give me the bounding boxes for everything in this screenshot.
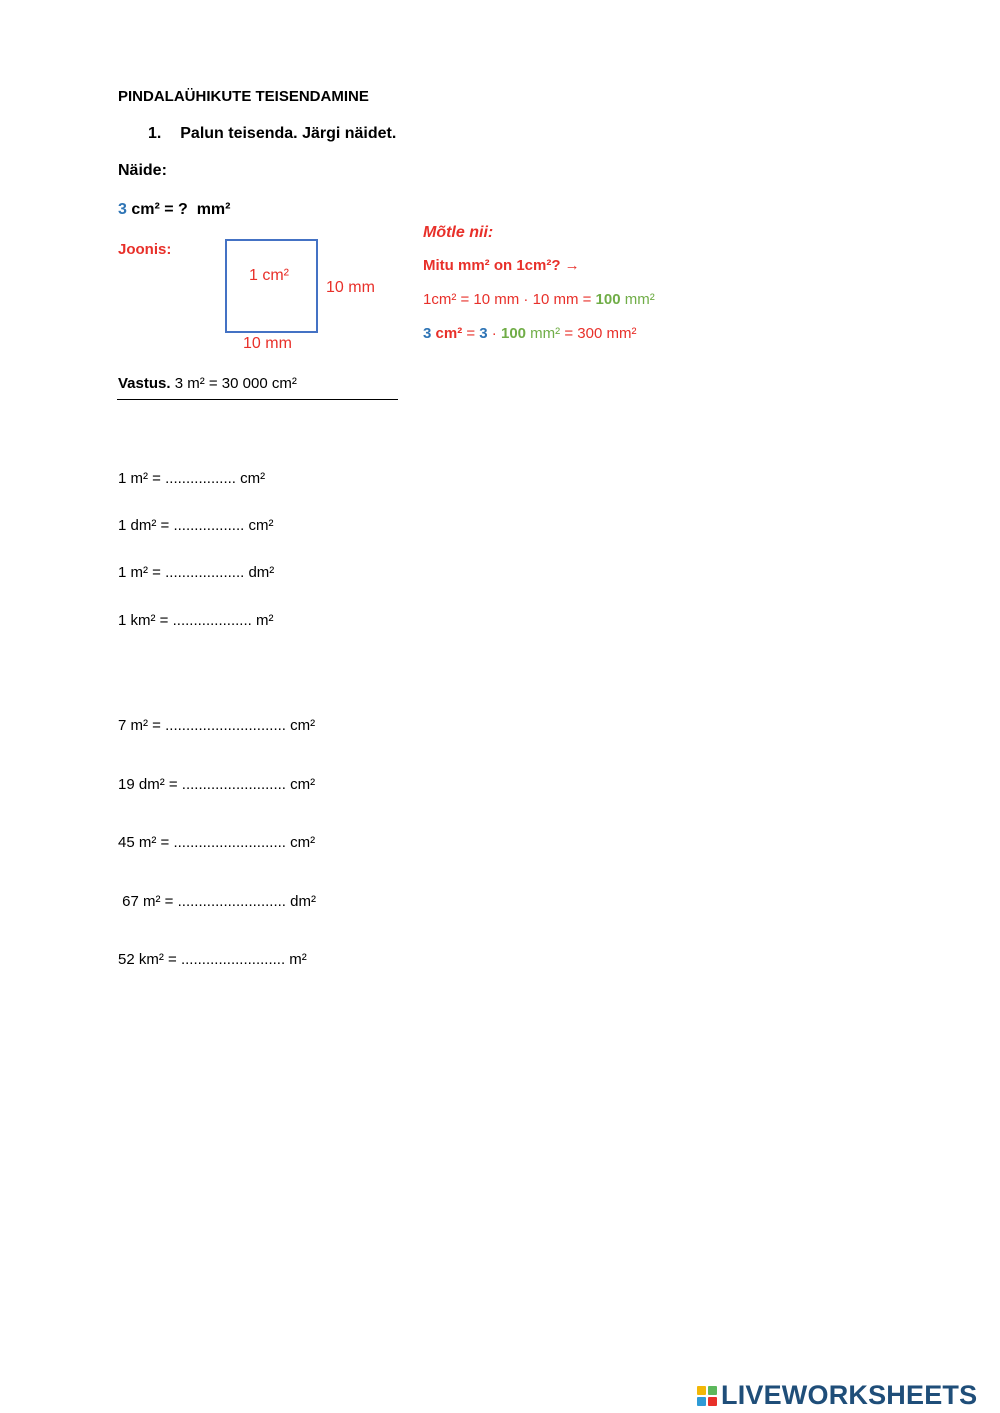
logo-text: LIVEWORKSHEETS [721,1380,978,1410]
example-label: Näide: [118,162,167,179]
unit-square [225,239,318,333]
answer-blank[interactable]: ................... [165,564,245,581]
answer-text: 3 m² = 30 000 cm² [170,375,297,392]
answer-blank[interactable]: ................. [165,470,236,487]
liveworksheets-logo [697,1380,977,1411]
think-line-1-a: 1cm² = 10 mm · 10 mm = [423,291,596,308]
exercise-unit: cm² [235,470,266,487]
think-line-2-f: 100 [500,325,527,342]
exercise-unit: cm² [285,834,316,851]
answer-blank[interactable]: ................... [172,612,252,629]
task-instruction [148,125,396,143]
exercise-row [118,834,315,851]
exercise-left: 52 km² = [118,951,181,968]
think-line-1 [423,291,655,308]
think-title: Mõtle nii: [423,224,494,241]
exercise-left: 1 km² = [118,612,173,629]
exercise-unit: dm² [244,564,275,581]
divider-line [117,399,398,400]
logo-icon [697,1386,717,1406]
page-title: PINDALAÜHIKUTE TEISENDAMINE [118,88,369,105]
example-question-number: 3 [118,201,127,218]
think-line-2-e: · [487,325,501,342]
task-number: 1. [148,125,162,142]
answer-blank[interactable]: ......................... [180,951,286,968]
exercise-row [118,717,315,734]
exercise-left: 1 m² = [118,564,166,581]
think-line-2 [423,325,636,342]
exercise-row [118,951,307,968]
exercise-unit: dm² [285,893,316,910]
answer-blank[interactable]: .......................... [177,893,286,910]
answer-blank[interactable]: ............................. [165,717,286,734]
think-line-1-c: mm² [620,291,655,308]
square-side-right-label: 10 mm [326,279,375,296]
exercise-left: 67 m² = [118,893,178,910]
exercise-row [118,776,315,793]
think-line-1-b: 100 [595,291,621,308]
exercise-left: 1 m² = [118,470,166,487]
think-line-2-c: = [462,325,480,342]
think-line-2-d: 3 [479,325,488,342]
exercise-unit: cm² [244,517,274,534]
think-line-2-b: cm² [431,325,463,342]
example-question [118,201,230,219]
exercise-row [118,612,273,629]
think-line-2-a: 3 [423,325,432,342]
exercise-row [118,564,274,581]
answer-label: Vastus. [118,375,171,392]
exercise-left: 19 dm² = [118,776,182,793]
figure-label: Joonis: [118,241,172,258]
exercise-unit: cm² [285,717,316,734]
think-line-2-g: mm² [526,325,561,342]
answer-blank[interactable]: ......................... [181,776,286,793]
task-text: Palun teisenda. Järgi näidet. [180,125,397,142]
exercise-left: 1 dm² = [118,517,174,534]
exercise-left: 45 m² = [118,834,174,851]
think-question: Mitu mm² on 1cm²? → [423,257,580,274]
think-line-2-h: = 300 mm² [560,325,637,342]
exercise-row [118,470,265,487]
answer-blank[interactable]: ................. [173,517,245,534]
exercise-unit: cm² [285,776,316,793]
example-answer [118,375,297,392]
exercise-unit: m² [251,612,274,629]
answer-blank[interactable]: ........................... [173,834,286,851]
square-area-label: 1 cm² [249,267,289,284]
exercise-row [118,517,273,534]
exercise-row [118,893,316,910]
square-side-bottom-label: 10 mm [243,335,292,352]
example-question-rest: cm² = ? mm² [126,201,231,218]
exercise-left: 7 m² = [118,717,166,734]
exercise-unit: m² [285,951,307,968]
